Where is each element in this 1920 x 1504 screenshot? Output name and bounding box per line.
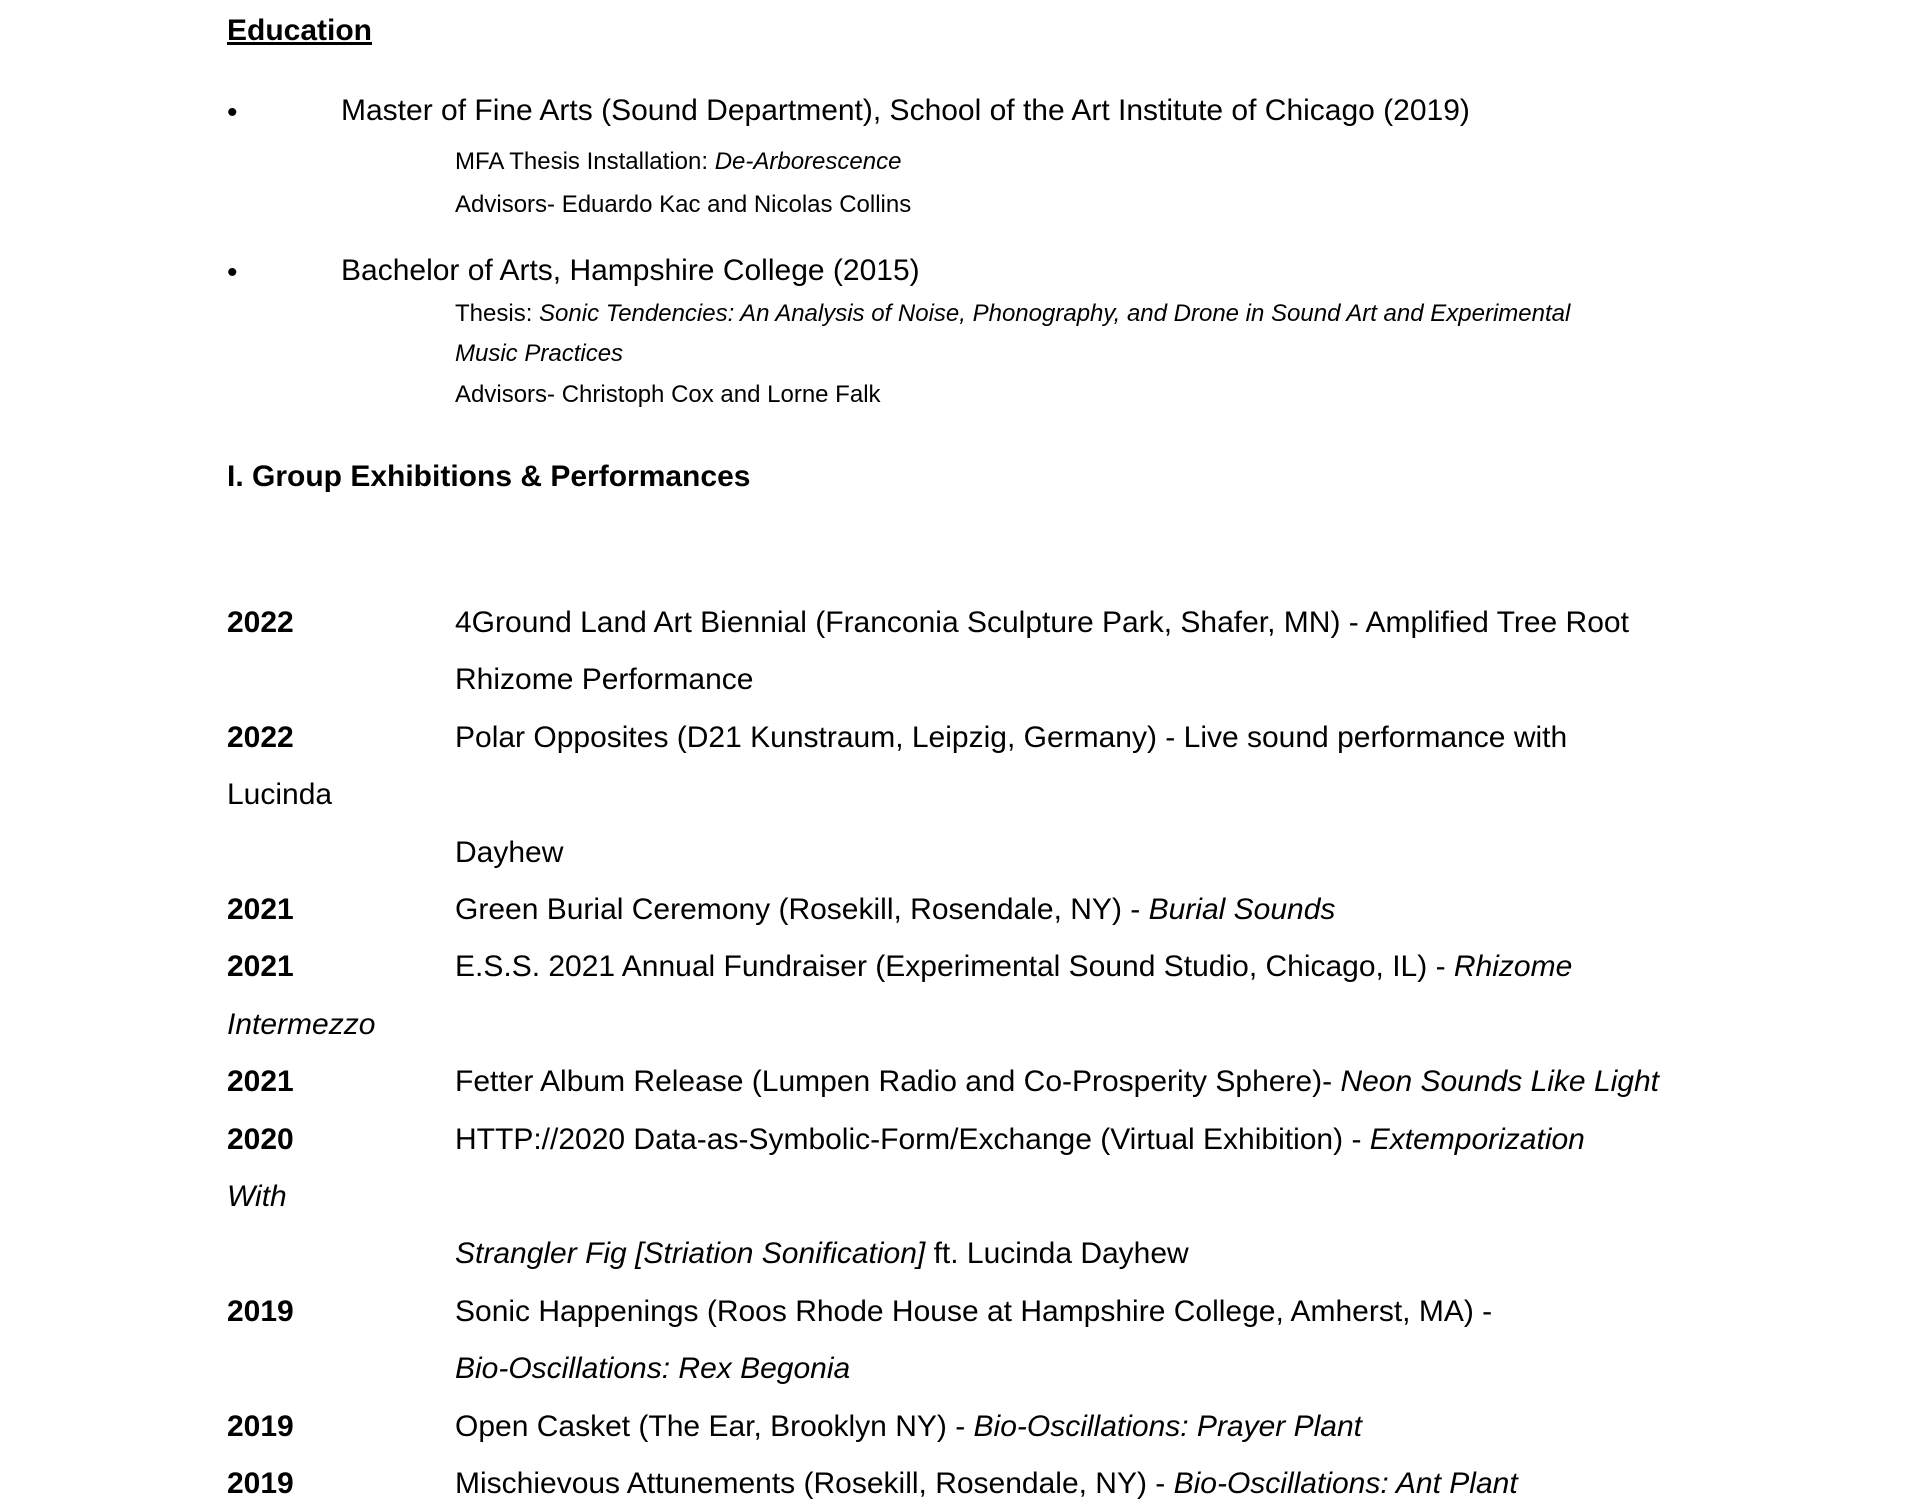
exhibition-year: 2021 (227, 1065, 294, 1098)
exhibition-year: 2021 (227, 893, 294, 926)
exhibition-entry: Green Burial Ceremony (Rosekill, Rosendale, NY) - Burial Sounds (455, 893, 1336, 926)
thesis-ba: Thesis: Sonic Tendencies: An Analysis of Noise, Phonography, and Drone in Sound Art and Experimental (455, 300, 1571, 327)
degree-ba: Bachelor of Arts, Hampshire College (2015) (341, 254, 920, 287)
exhibition-year: 2022 (227, 606, 294, 639)
exhibition-entry: Polar Opposites (D21 Kunstraum, Leipzig, Germany) - Live sound performance with (455, 721, 1568, 754)
degree-mfa: Master of Fine Arts (Sound Department), School of the Art Institute of Chicago (2019) (341, 94, 1470, 127)
exhibition-year: 2019 (227, 1295, 294, 1328)
bullet-icon: • (227, 256, 238, 289)
exhibitions-heading: I. Group Exhibitions & Performances (227, 460, 751, 493)
exhibition-year: 2022 (227, 721, 294, 754)
advisors-mfa: Advisors- Eduardo Kac and Nicolas Collins (455, 191, 912, 218)
exhibition-entry-cont: Strangler Fig [Striation Sonification] ft. Lucinda Dayhew (455, 1237, 1189, 1270)
exhibition-year: 2019 (227, 1467, 294, 1500)
exhibition-entry: HTTP://2020 Data-as-Symbolic-Form/Exchange (Virtual Exhibition) - Extemporization (455, 1123, 1585, 1156)
exhibition-entry: Sonic Happenings (Roos Rhode House at Hampshire College, Amherst, MA) - (455, 1295, 1493, 1328)
exhibition-entry-wrap: Lucinda (227, 778, 333, 811)
exhibition-entry: 4Ground Land Art Biennial (Franconia Sculpture Park, Shafer, MN) - Amplified Tree Root (455, 606, 1629, 639)
thesis-ba-cont: Music Practices (455, 340, 624, 367)
exhibition-entry-wrap: Intermezzo (227, 1008, 376, 1041)
advisors-ba: Advisors- Christoph Cox and Lorne Falk (455, 381, 881, 408)
exhibition-year: 2021 (227, 950, 294, 983)
bullet-icon: • (227, 96, 238, 129)
exhibition-entry: Mischievous Attunements (Rosekill, Rosendale, NY) - Bio-Oscillations: Ant Plant (455, 1467, 1518, 1500)
exhibition-entry-cont: Rhizome Performance (455, 663, 754, 696)
exhibition-entry: E.S.S. 2021 Annual Fundraiser (Experimental Sound Studio, Chicago, IL) - Rhizome (455, 950, 1573, 983)
exhibition-entry: Fetter Album Release (Lumpen Radio and Co-Prosperity Sphere)- Neon Sounds Like Light (455, 1065, 1659, 1098)
exhibition-entry-wrap: With (227, 1180, 287, 1213)
exhibition-entry: Open Casket (The Ear, Brooklyn NY) - Bio-Oscillations: Prayer Plant (455, 1410, 1363, 1443)
exhibition-entry-cont: Dayhew (455, 836, 564, 869)
exhibition-entry-cont: Bio-Oscillations: Rex Begonia (455, 1352, 851, 1385)
exhibition-year: 2019 (227, 1410, 294, 1443)
education-heading: Education (227, 14, 373, 47)
thesis-mfa: MFA Thesis Installation: De-Arborescence (455, 148, 902, 175)
exhibition-year: 2020 (227, 1123, 294, 1156)
